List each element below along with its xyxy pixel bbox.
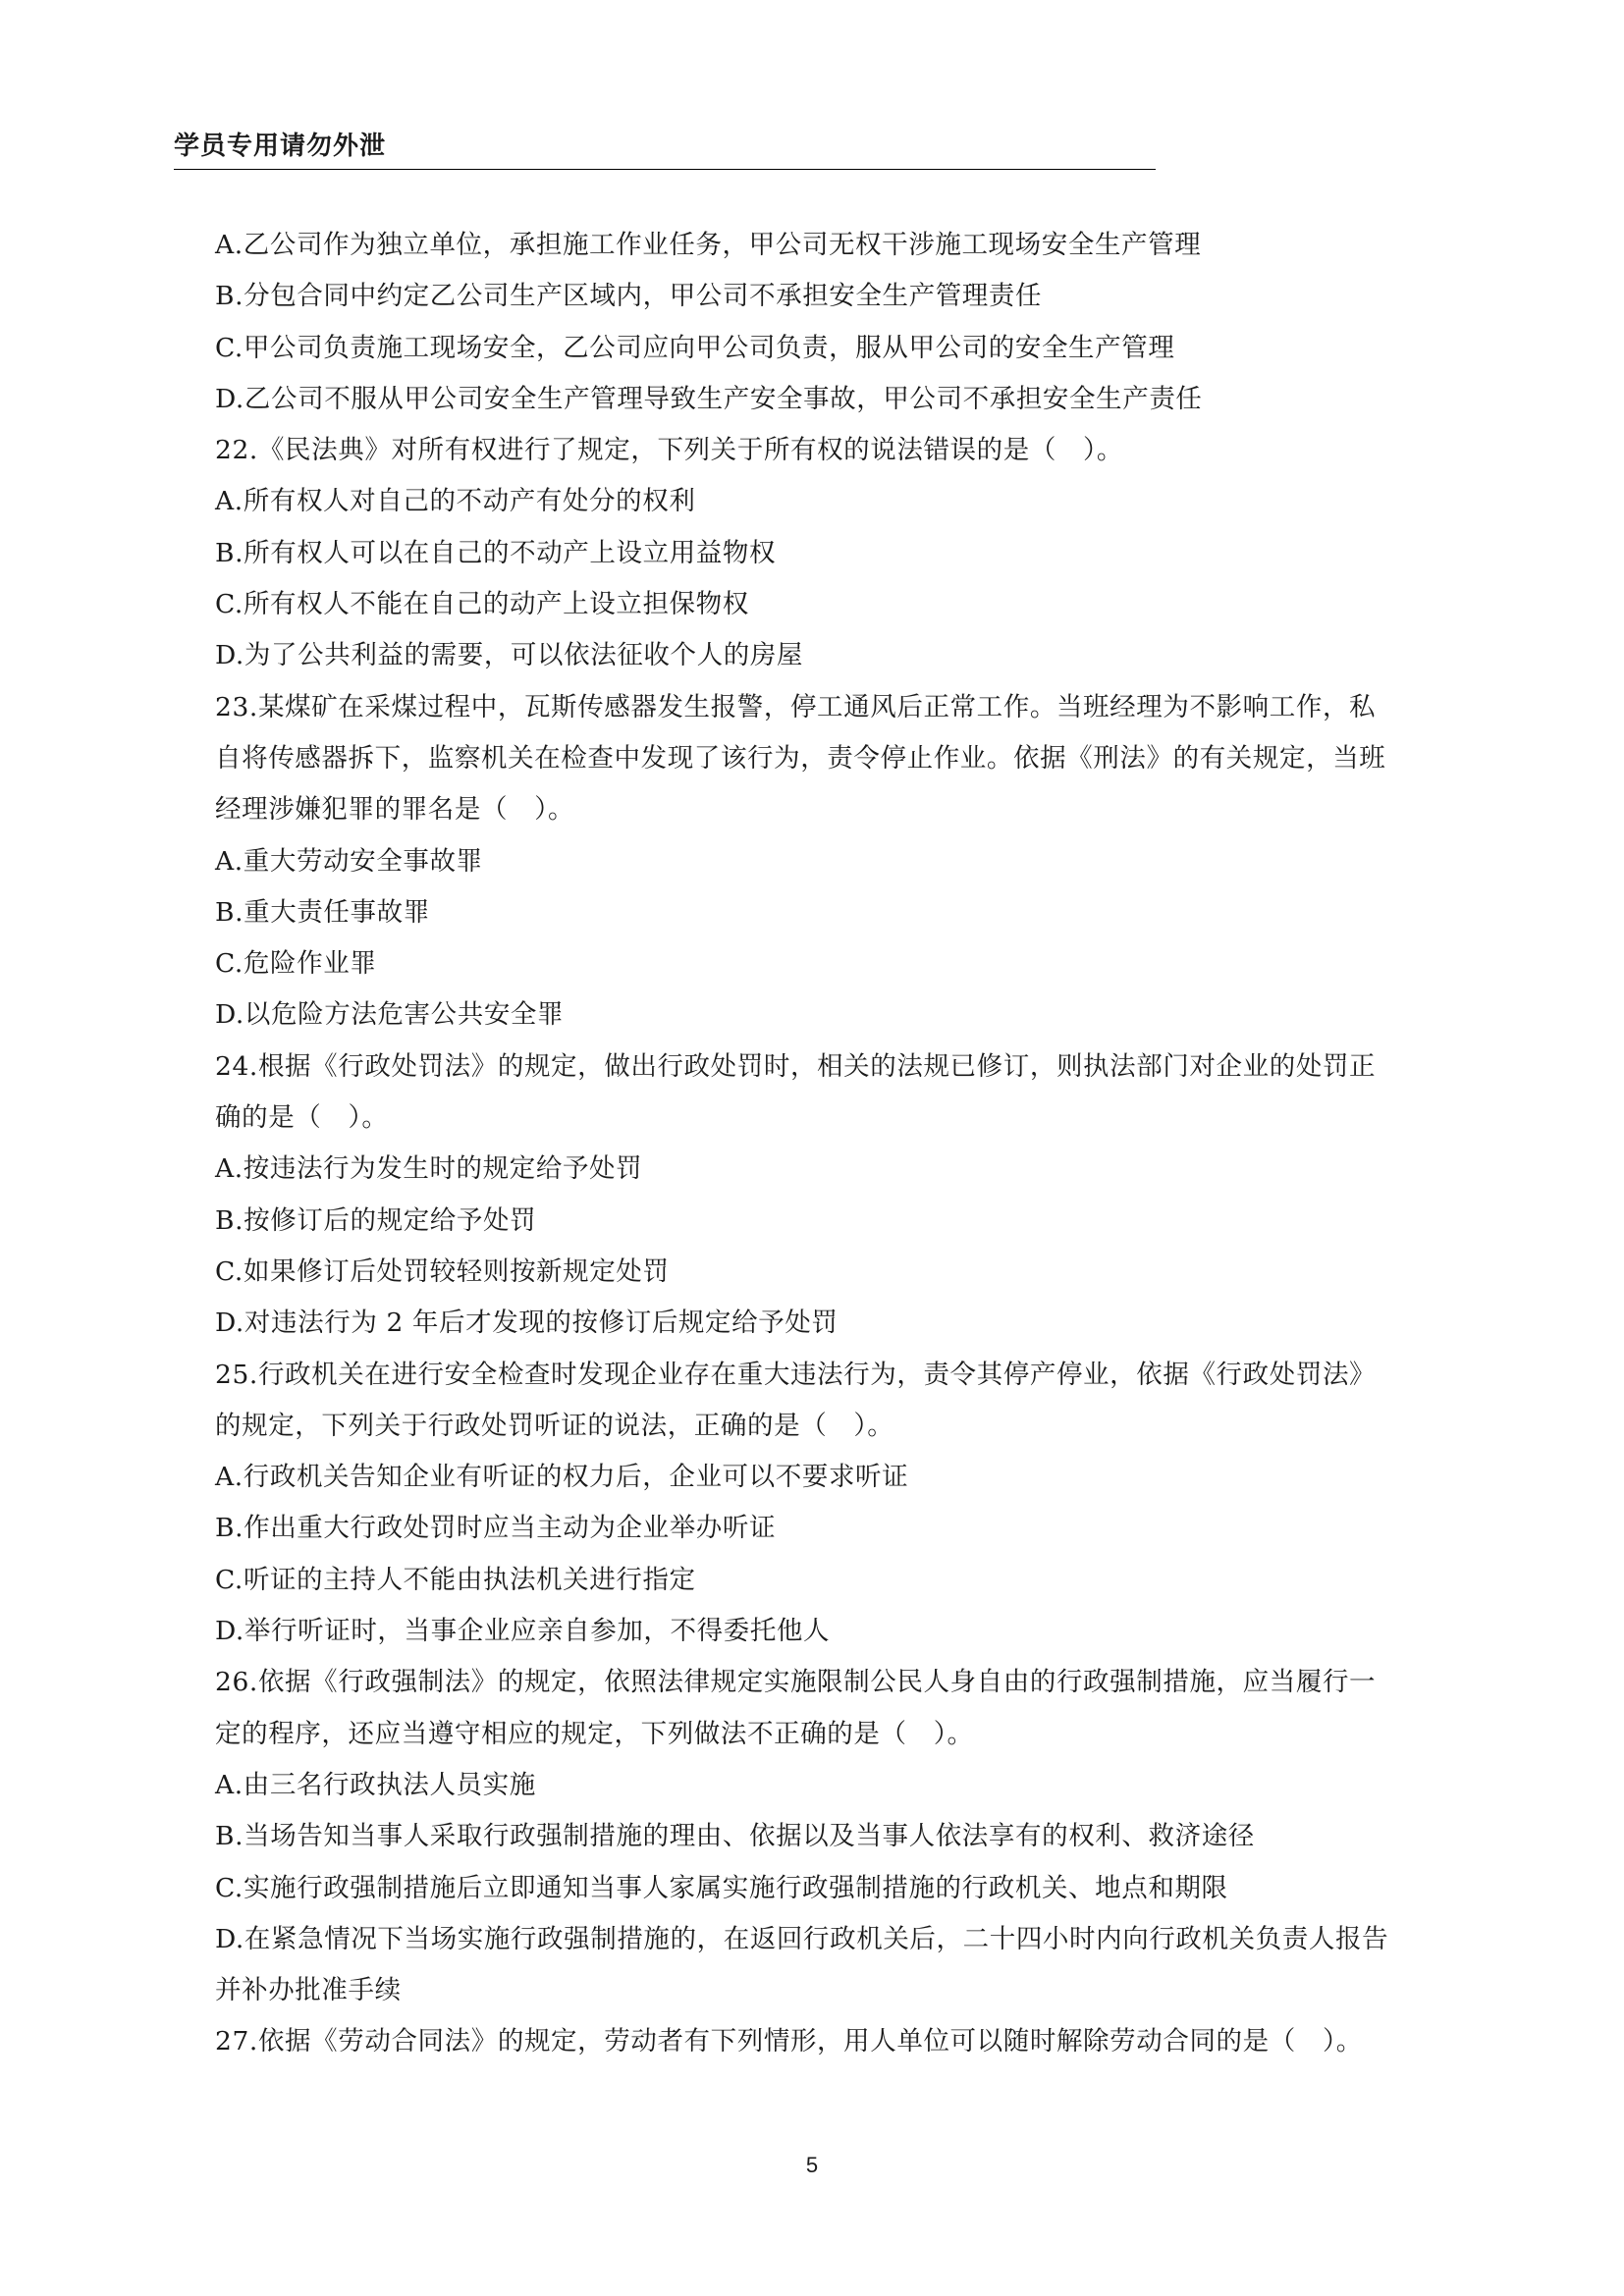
text-line: 自将传感器拆下，监察机关在检查中发现了该行为，责令停止作业。依据《刑法》的有关规定，当班 xyxy=(215,742,1386,774)
text-line: 22.《民法典》对所有权进行了规定，下列关于所有权的说法错误的是（ ）。 xyxy=(215,435,1123,466)
text-line: D.对违法行为 2 年后才发现的按修订后规定给予处罚 xyxy=(215,1308,839,1339)
text-line: A.由三名行政执法人员实施 xyxy=(215,1769,536,1800)
text-line: B.作出重大行政处罚时应当主动为企业举办听证 xyxy=(215,1513,777,1544)
text-line: A.乙公司作为独立单位，承担施工作业任务，甲公司无权干涉施工现场安全生产管理 xyxy=(215,230,1202,260)
text-line: 24.根据《行政处罚法》的规定，做出行政处罚时，相关的法规已修订，则执法部门对企业的处罚正 xyxy=(215,1050,1377,1082)
text-line: 27.依据《劳动合同法》的规定，劳动者有下列情形，用人单位可以随时解除劳动合同的是（ ）。 xyxy=(215,2026,1363,2057)
text-line: D.以危险方法危害公共安全罪 xyxy=(215,999,565,1031)
text-line: 25.行政机关在进行安全检查时发现企业存在重大违法行为，责令其停产停业，依据《行政处罚法》 xyxy=(215,1359,1377,1390)
document-body xyxy=(215,220,1442,2068)
text-line: B.所有权人可以在自己的不动产上设立用益物权 xyxy=(215,537,777,568)
text-line: A.所有权人对自己的不动产有处分的权利 xyxy=(215,486,696,517)
text-line: B.分包合同中约定乙公司生产区域内，甲公司不承担安全生产管理责任 xyxy=(215,281,1043,312)
text-line: C.实施行政强制措施后立即通知当事人家属实施行政强制措施的行政机关、地点和期限 xyxy=(215,1872,1228,1903)
text-line: C.危险作业罪 xyxy=(215,948,377,980)
text-line: C.如果修订后处罚较轻则按新规定处罚 xyxy=(215,1255,670,1287)
text-line: 26.依据《行政强制法》的规定，依照法律规定实施限制公民人身自由的行政强制措施，应当履行一 xyxy=(215,1667,1377,1698)
text-line: 定的程序，还应当遵守相应的规定，下列做法不正确的是（ ）。 xyxy=(215,1718,974,1749)
text-line: A.重大劳动安全事故罪 xyxy=(215,845,483,877)
text-line: D.举行听证时，当事企业应亲自参加，不得委托他人 xyxy=(215,1616,831,1647)
text-line: 的规定，下列关于行政处罚听证的说法，正确的是（ ）。 xyxy=(215,1410,894,1441)
text-line: C.所有权人不能在自己的动产上设立担保物权 xyxy=(215,589,749,620)
text-line: 确的是（ ）。 xyxy=(215,1102,389,1134)
text-line: 经理涉嫌犯罪的罪名是（ ）。 xyxy=(215,794,575,826)
text-line: 23.某煤矿在采煤过程中，瓦斯传感器发生报警，停工通风后正常工作。当班经理为不影响工作，私 xyxy=(215,691,1377,722)
text-line: B.重大责任事故罪 xyxy=(215,896,430,928)
text-line: A.按违法行为发生时的规定给予处罚 xyxy=(215,1153,643,1185)
text-line: D.乙公司不服从甲公司安全生产管理导致生产安全事故，甲公司不承担安全生产责任 xyxy=(215,383,1203,414)
text-line: C.甲公司负责施工现场安全，乙公司应向甲公司负责，服从甲公司的安全生产管理 xyxy=(215,332,1175,363)
text-line: D.为了公共利益的需要，可以依法征收个人的房屋 xyxy=(215,640,804,671)
header-title: 学员专用请勿外泄 xyxy=(174,132,387,161)
text-line: D.在紧急情况下当场实施行政强制措施的，在返回行政机关后，二十四小时内向行政机关负责人报告 xyxy=(215,1923,1389,1954)
page-number: 5 xyxy=(805,2153,819,2177)
text-line: C.听证的主持人不能由执法机关进行指定 xyxy=(215,1564,696,1595)
text-line: A.行政机关告知企业有听证的权力后，企业可以不要求听证 xyxy=(215,1462,909,1493)
text-line: 并补办批准手续 xyxy=(215,1975,402,2006)
text-line: B.按修订后的规定给予处罚 xyxy=(215,1204,537,1236)
page-header xyxy=(174,130,1156,170)
text-line: B.当场告知当事人采取行政强制措施的理由、依据以及当事人依法享有的权利、救济途径 xyxy=(215,1821,1255,1852)
